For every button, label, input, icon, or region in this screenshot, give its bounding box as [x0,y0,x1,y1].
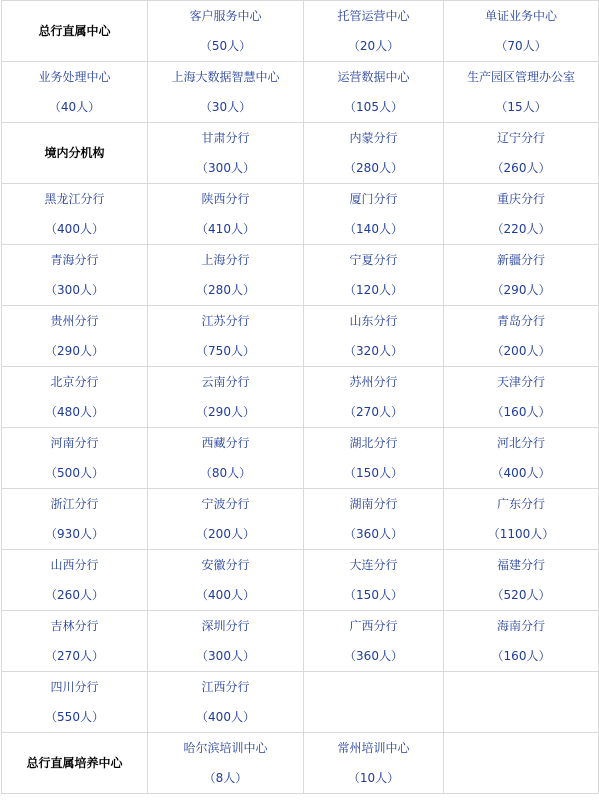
headcount: （30人） [199,100,252,114]
headcount: （105人） [344,100,403,114]
section-header-cell: 总行直属培养中心 [2,733,148,794]
headcount: （290人） [491,283,551,297]
branch-cell [148,489,304,550]
headcount: （160人） [491,649,551,663]
branch-cell [304,184,444,245]
branch-name: 天津分行 [496,375,545,389]
headcount: （400人） [491,466,551,480]
branch-cell [444,123,599,184]
headcount: （40人） [48,100,101,114]
branch-cell [444,184,599,245]
headcount: （930人） [45,527,104,541]
branch-name: 云南分行 [201,375,250,389]
table-row [2,611,599,672]
branch-cell [304,62,444,123]
branch-name: 湖南分行 [349,497,398,511]
branch-cell [304,245,444,306]
branch-cell [148,550,304,611]
branch-cell [148,62,304,123]
branch-name: 哈尔滨培训中心 [183,741,268,755]
headcount: （400人） [196,588,255,602]
branch-name: 河北分行 [496,436,545,450]
branch-cell [2,550,148,611]
branch-name: 大连分行 [349,558,398,572]
branch-name: 苏州分行 [349,375,398,389]
headcount: （70人） [495,39,547,53]
branch-name: 江西分行 [201,680,250,694]
branch-cell [148,306,304,367]
branch-cell [304,733,444,794]
branch-cell [2,428,148,489]
branch-cell [148,1,304,62]
headcount: （270人） [344,405,403,419]
table-row [2,62,599,123]
branch-cell [304,1,444,62]
branch-name: 浙江分行 [50,497,99,511]
branch-cell [148,184,304,245]
headcount: （480人） [45,405,104,419]
branch-name: 湖北分行 [349,436,398,450]
branch-cell [2,489,148,550]
table-row [2,550,599,611]
headcount: （220人） [491,222,551,236]
table-row [2,184,599,245]
headcount: （320人） [344,344,403,358]
headcount: （120人） [344,283,403,297]
headcount: （1100人） [487,527,555,541]
branch-name: 深圳分行 [201,619,250,633]
branch-cell [444,1,599,62]
branch-cell [304,367,444,428]
branch-name: 上海大数据智慧中心 [171,70,280,84]
branch-cell [444,245,599,306]
headcount: （290人） [45,344,104,358]
branch-name: 生产园区管理办公室 [466,70,575,84]
headcount: （410人） [196,222,255,236]
branch-name: 上海分行 [201,253,250,267]
branch-cell [148,733,304,794]
table-row [2,733,599,794]
branch-cell [444,428,599,489]
table-row [2,245,599,306]
branch-name: 新疆分行 [496,253,545,267]
branch-name: 单证业务中心 [484,9,557,23]
table-row [2,306,599,367]
table-row [2,428,599,489]
branch-name: 客户服务中心 [189,9,262,23]
empty-cell [304,672,444,733]
headcount: （10人） [347,771,400,785]
headcount: （290人） [196,405,255,419]
headcount: （260人） [491,161,551,175]
branch-cell [304,550,444,611]
headcount: （550人） [45,710,104,724]
headcount: （20人） [347,39,400,53]
headcount: （270人） [45,649,104,663]
branch-name: 福建分行 [496,558,545,572]
branch-name: 广西分行 [349,619,398,633]
branch-cell [2,184,148,245]
empty-cell [444,733,599,794]
recruitment-table [1,0,599,794]
branch-cell [2,611,148,672]
table-row [2,123,599,184]
section-header-cell: 境内分机构 [2,123,148,184]
headcount: （400人） [45,222,104,236]
headcount: （520人） [491,588,551,602]
headcount: （360人） [344,649,403,663]
table-row [2,367,599,428]
branch-cell [2,62,148,123]
headcount: （300人） [196,161,255,175]
headcount: （80人） [199,466,252,480]
branch-cell [444,367,599,428]
branch-cell [2,367,148,428]
headcount: （360人） [344,527,403,541]
branch-cell [444,489,599,550]
branch-name: 重庆分行 [496,192,545,206]
branch-cell [304,489,444,550]
headcount: （200人） [491,344,551,358]
branch-cell [2,672,148,733]
branch-name: 贵州分行 [50,314,99,328]
branch-cell [2,306,148,367]
table-row [2,1,599,62]
branch-name: 安徽分行 [201,558,250,572]
branch-cell [444,611,599,672]
headcount: （280人） [196,283,255,297]
branch-name: 甘肃分行 [201,131,250,145]
section-header-cell: 总行直属中心 [2,1,148,62]
branch-cell [148,672,304,733]
headcount: （500人） [45,466,104,480]
branch-name: 江苏分行 [201,314,250,328]
branch-name: 青岛分行 [496,314,545,328]
headcount: （400人） [196,710,255,724]
branch-name: 山东分行 [349,314,398,328]
branch-name: 河南分行 [50,436,99,450]
branch-name: 吉林分行 [50,619,99,633]
headcount: （150人） [344,588,403,602]
branch-cell [148,245,304,306]
branch-cell [148,123,304,184]
branch-cell [148,367,304,428]
branch-name: 黑龙江分行 [44,192,105,206]
branch-name: 常州培训中心 [337,741,410,755]
branch-name: 北京分行 [50,375,99,389]
recruitment-table-body [2,1,599,794]
branch-cell [304,123,444,184]
headcount: （8人） [203,771,248,785]
branch-name: 厦门分行 [349,192,398,206]
branch-name: 海南分行 [496,619,545,633]
branch-name: 业务处理中心 [38,70,111,84]
headcount: （300人） [196,649,255,663]
branch-cell [2,245,148,306]
headcount: （260人） [45,588,104,602]
headcount: （300人） [45,283,104,297]
headcount: （750人） [196,344,255,358]
headcount: （150人） [344,466,403,480]
branch-name: 内蒙分行 [349,131,398,145]
table-row [2,672,599,733]
headcount: （280人） [344,161,403,175]
branch-cell [304,611,444,672]
headcount: （200人） [196,527,255,541]
branch-name: 宁夏分行 [349,253,398,267]
branch-cell [444,62,599,123]
branch-name: 青海分行 [50,253,99,267]
branch-name: 运营数据中心 [337,70,410,84]
branch-cell [304,428,444,489]
table-row [2,489,599,550]
headcount: （160人） [491,405,551,419]
headcount: （50人） [199,39,252,53]
branch-cell [444,306,599,367]
branch-name: 广东分行 [496,497,545,511]
branch-name: 陕西分行 [201,192,250,206]
branch-cell [148,611,304,672]
branch-name: 辽宁分行 [496,131,545,145]
headcount: （140人） [344,222,403,236]
branch-name: 西藏分行 [201,436,250,450]
branch-cell [148,428,304,489]
branch-name: 四川分行 [50,680,99,694]
branch-name: 山西分行 [50,558,99,572]
empty-cell [444,672,599,733]
branch-cell [304,306,444,367]
branch-name: 宁波分行 [201,497,250,511]
branch-name: 托管运营中心 [337,9,410,23]
branch-cell [444,550,599,611]
headcount: （15人） [495,100,547,114]
